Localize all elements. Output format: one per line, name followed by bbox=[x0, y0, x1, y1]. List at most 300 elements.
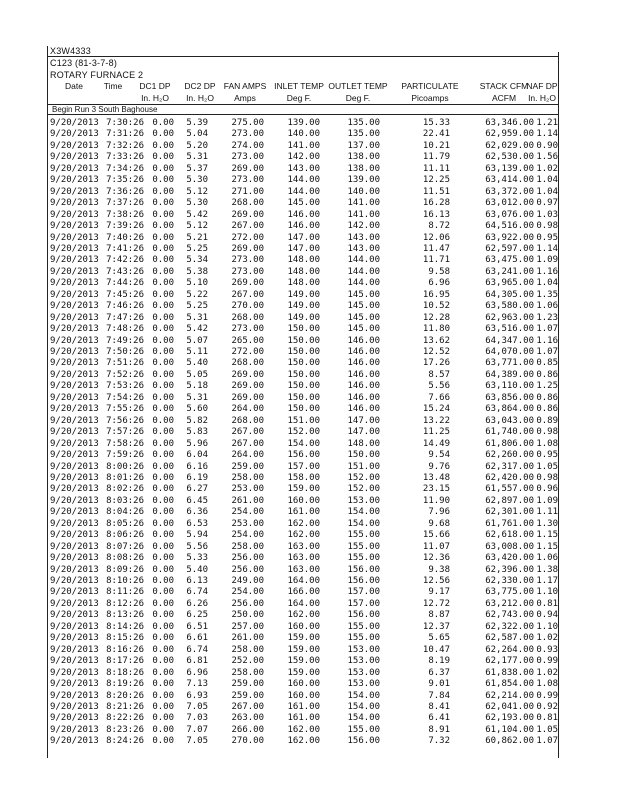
column-header: FAN AMPS bbox=[223, 81, 267, 91]
table-cell: 150.00 bbox=[347, 450, 380, 461]
table-cell: 8:22:26 bbox=[106, 713, 144, 724]
table-cell: 140.00 bbox=[287, 129, 320, 140]
table-cell: 0.81 bbox=[536, 713, 558, 724]
table-row bbox=[48, 598, 558, 610]
table-cell: 11.80 bbox=[422, 324, 450, 335]
table-cell: 9/20/2013 bbox=[50, 221, 99, 232]
table-cell: 0.95 bbox=[536, 232, 558, 243]
table-row bbox=[48, 266, 558, 278]
table-row bbox=[48, 712, 558, 724]
table-cell: 5.10 bbox=[186, 278, 208, 289]
table-cell: 9.17 bbox=[428, 587, 450, 598]
table-cell: 161.00 bbox=[287, 507, 320, 518]
table-row bbox=[48, 357, 558, 369]
table-cell: 7:44:26 bbox=[106, 278, 144, 289]
table-cell: 9/20/2013 bbox=[50, 301, 99, 312]
table-cell: 0.00 bbox=[152, 209, 174, 220]
table-cell: 11.07 bbox=[422, 541, 450, 552]
table-row bbox=[48, 724, 558, 736]
table-cell: 150.00 bbox=[287, 324, 320, 335]
table-cell: 261.00 bbox=[231, 495, 264, 506]
table-cell: 7.13 bbox=[186, 679, 208, 690]
table-cell: 9/20/2013 bbox=[50, 495, 99, 506]
table-cell: 266.00 bbox=[231, 724, 264, 735]
table-cell: 8:23:26 bbox=[106, 724, 144, 735]
table-cell: 1.30 bbox=[536, 518, 558, 529]
table-cell: 156.00 bbox=[347, 564, 380, 575]
table-cell: 7:48:26 bbox=[106, 324, 144, 335]
table-cell: 63,372.00 bbox=[485, 186, 534, 197]
table-cell: 63,864.00 bbox=[485, 404, 534, 415]
table-cell: 162.00 bbox=[287, 518, 320, 529]
table-cell: 146.00 bbox=[287, 221, 320, 232]
table-row bbox=[48, 449, 558, 461]
table-cell: 6.93 bbox=[186, 690, 208, 701]
table-cell: 5.22 bbox=[186, 289, 208, 300]
table-row bbox=[48, 735, 558, 747]
table-cell: 252.00 bbox=[231, 656, 264, 667]
table-cell: 8:14:26 bbox=[106, 621, 144, 632]
column-unit: In. H₂O bbox=[186, 93, 214, 103]
table-cell: 63,241.00 bbox=[485, 266, 534, 277]
table-cell: 152.00 bbox=[347, 472, 380, 483]
table-cell: 0.00 bbox=[152, 232, 174, 243]
table-cell: 5.34 bbox=[186, 255, 208, 266]
table-row bbox=[48, 232, 558, 244]
table-cell: 164.00 bbox=[287, 576, 320, 586]
table-cell: 0.97 bbox=[536, 198, 558, 209]
table-cell: 159.00 bbox=[287, 656, 320, 667]
table-cell: 62,587.00 bbox=[485, 633, 534, 644]
table-cell: 8:15:26 bbox=[106, 633, 144, 644]
table-cell: 61,838.00 bbox=[485, 667, 534, 678]
table-cell: 62,530.00 bbox=[485, 152, 534, 163]
table-cell: 0.00 bbox=[152, 564, 174, 575]
table-cell: 1.04 bbox=[536, 278, 558, 289]
table-cell: 5.04 bbox=[186, 129, 208, 140]
table-cell: 264.00 bbox=[231, 450, 264, 461]
table-cell: 9/20/2013 bbox=[50, 427, 99, 438]
table-cell: 145.00 bbox=[287, 198, 320, 209]
table-cell: 160.00 bbox=[287, 495, 320, 506]
table-cell: 152.00 bbox=[287, 427, 320, 438]
table-cell: 63,771.00 bbox=[485, 358, 534, 369]
table-cell: 157.00 bbox=[347, 587, 380, 598]
table-cell: 12.56 bbox=[422, 576, 450, 586]
table-cell: 153.00 bbox=[347, 495, 380, 506]
table-cell: 153.00 bbox=[347, 679, 380, 690]
table-cell: 5.31 bbox=[186, 392, 208, 403]
table-cell: 143.00 bbox=[347, 232, 380, 243]
table-cell: 10.21 bbox=[422, 140, 450, 151]
table-cell: 0.00 bbox=[152, 186, 174, 197]
table-cell: 63,856.00 bbox=[485, 392, 534, 403]
table-cell: 146.00 bbox=[347, 358, 380, 369]
table-cell: 275.00 bbox=[231, 118, 264, 128]
table-cell: 9/20/2013 bbox=[50, 289, 99, 300]
table-cell: 63,008.00 bbox=[485, 541, 534, 552]
table-cell: 1.11 bbox=[536, 507, 558, 518]
table-cell: 148.00 bbox=[287, 278, 320, 289]
table-row bbox=[48, 392, 558, 404]
table-cell: 0.00 bbox=[152, 495, 174, 506]
table-cell: 7:42:26 bbox=[106, 255, 144, 266]
table-cell: 9/20/2013 bbox=[50, 266, 99, 277]
table-cell: 5.18 bbox=[186, 381, 208, 392]
table-cell: 63,212.00 bbox=[485, 598, 534, 609]
table-cell: 0.00 bbox=[152, 438, 174, 449]
table-cell: 8:11:26 bbox=[106, 587, 144, 598]
table-cell: 0.00 bbox=[152, 404, 174, 415]
table-cell: 143.00 bbox=[347, 243, 380, 254]
table-cell: 6.51 bbox=[186, 621, 208, 632]
table-cell: 0.00 bbox=[152, 530, 174, 541]
table-row bbox=[48, 197, 558, 209]
table-cell: 5.21 bbox=[186, 232, 208, 243]
table-cell: 9/20/2013 bbox=[50, 118, 99, 128]
table-cell: 0.00 bbox=[152, 140, 174, 151]
table-cell: 162.00 bbox=[287, 610, 320, 621]
table-cell: 0.89 bbox=[536, 415, 558, 426]
table-cell: 0.00 bbox=[152, 369, 174, 380]
table-cell: 147.00 bbox=[347, 427, 380, 438]
table-cell: 5.42 bbox=[186, 324, 208, 335]
table-cell: 9/20/2013 bbox=[50, 564, 99, 575]
table-cell: 1.23 bbox=[536, 312, 558, 323]
table-cell: 23.15 bbox=[422, 484, 450, 495]
table-cell: 9/20/2013 bbox=[50, 679, 99, 690]
table-cell: 9.68 bbox=[428, 518, 450, 529]
table-cell: 9/20/2013 bbox=[50, 541, 99, 552]
table-row bbox=[48, 690, 558, 702]
table-cell: 7:47:26 bbox=[106, 312, 144, 323]
doc-title: ROTARY FURNACE 2 bbox=[50, 70, 144, 80]
table-cell: 0.00 bbox=[152, 278, 174, 289]
table-cell: 62,897.00 bbox=[485, 495, 534, 506]
table-cell: 1.06 bbox=[536, 553, 558, 564]
table-cell: 158.00 bbox=[287, 472, 320, 483]
table-row bbox=[48, 277, 558, 289]
table-cell: 146.00 bbox=[347, 335, 380, 346]
table-cell: 0.86 bbox=[536, 392, 558, 403]
table-cell: 0.00 bbox=[152, 518, 174, 529]
table-row bbox=[48, 117, 558, 129]
column-header: INLET TEMP bbox=[274, 81, 324, 91]
table-cell: 0.00 bbox=[152, 347, 174, 357]
table-cell: 63,139.00 bbox=[485, 163, 534, 174]
table-cell: 8:20:26 bbox=[106, 690, 144, 701]
table-cell: 12.06 bbox=[422, 232, 450, 243]
table-cell: 6.27 bbox=[186, 484, 208, 495]
table-cell: 62,177.00 bbox=[485, 656, 534, 667]
table-cell: 5.25 bbox=[186, 243, 208, 254]
table-cell: 7:37:26 bbox=[106, 198, 144, 209]
table-cell: 64,389.00 bbox=[485, 369, 534, 380]
table-cell: 9/20/2013 bbox=[50, 404, 99, 415]
table-cell: 64,347.00 bbox=[485, 335, 534, 346]
table-cell: 9/20/2013 bbox=[50, 656, 99, 667]
table-cell: 5.56 bbox=[186, 541, 208, 552]
table-row bbox=[48, 529, 558, 541]
table-cell: 0.00 bbox=[152, 621, 174, 632]
table-cell: 163.00 bbox=[287, 553, 320, 564]
table-cell: 264.00 bbox=[231, 404, 264, 415]
table-row bbox=[48, 243, 558, 255]
table-row bbox=[48, 380, 558, 392]
table-cell: 150.00 bbox=[287, 347, 320, 357]
table-cell: 62,214.00 bbox=[485, 690, 534, 701]
table-cell: 7.03 bbox=[186, 713, 208, 724]
table-cell: 16.13 bbox=[422, 209, 450, 220]
table-cell: 8:24:26 bbox=[106, 736, 144, 747]
table-cell: 143.00 bbox=[287, 163, 320, 174]
table-cell: 269.00 bbox=[231, 243, 264, 254]
table-cell: 269.00 bbox=[231, 381, 264, 392]
table-cell: 8:07:26 bbox=[106, 541, 144, 552]
table-cell: 8:05:26 bbox=[106, 518, 144, 529]
table-cell: 63,775.00 bbox=[485, 587, 534, 598]
table-row bbox=[48, 369, 558, 381]
table-cell: 6.16 bbox=[186, 461, 208, 472]
table-cell: 10.52 bbox=[422, 301, 450, 312]
table-cell: 155.00 bbox=[347, 724, 380, 735]
table-cell: 257.00 bbox=[231, 621, 264, 632]
column-unit: Deg F. bbox=[286, 93, 312, 103]
table-cell: 1.07 bbox=[536, 324, 558, 335]
table-cell: 273.00 bbox=[231, 152, 264, 163]
table-cell: 250.00 bbox=[231, 610, 264, 621]
table-cell: 0.00 bbox=[152, 198, 174, 209]
table-cell: 6.41 bbox=[428, 713, 450, 724]
table-cell: 5.82 bbox=[186, 415, 208, 426]
table-cell: 9/20/2013 bbox=[50, 392, 99, 403]
table-row bbox=[48, 472, 558, 484]
table-cell: 1.03 bbox=[536, 209, 558, 220]
table-cell: 0.00 bbox=[152, 289, 174, 300]
table-cell: 258.00 bbox=[231, 644, 264, 655]
table-cell: 153.00 bbox=[347, 667, 380, 678]
table-cell: 6.81 bbox=[186, 656, 208, 667]
table-cell: 1.25 bbox=[536, 381, 558, 392]
table-row bbox=[48, 220, 558, 232]
table-cell: 146.00 bbox=[347, 381, 380, 392]
table-cell: 8:09:26 bbox=[106, 564, 144, 575]
table-cell: 270.00 bbox=[231, 301, 264, 312]
table-cell: 12.28 bbox=[422, 312, 450, 323]
table-cell: 63,012.00 bbox=[485, 198, 534, 209]
table-cell: 0.00 bbox=[152, 312, 174, 323]
table-cell: 6.45 bbox=[186, 495, 208, 506]
table-cell: 64,516.00 bbox=[485, 221, 534, 232]
table-cell: 63,475.00 bbox=[485, 255, 534, 266]
table-cell: 7:57:26 bbox=[106, 427, 144, 438]
table-cell: 9/20/2013 bbox=[50, 633, 99, 644]
table-cell: 5.94 bbox=[186, 530, 208, 541]
table-cell: 161.00 bbox=[287, 701, 320, 712]
table-cell: 0.00 bbox=[152, 598, 174, 609]
table-cell: 0.86 bbox=[536, 404, 558, 415]
table-cell: 150.00 bbox=[287, 358, 320, 369]
table-cell: 166.00 bbox=[287, 587, 320, 598]
table-cell: 272.00 bbox=[231, 232, 264, 243]
right-border bbox=[558, 52, 559, 758]
table-cell: 0.00 bbox=[152, 713, 174, 724]
table-cell: 61,761.00 bbox=[485, 518, 534, 529]
table-cell: 157.00 bbox=[287, 461, 320, 472]
table-cell: 62,597.00 bbox=[485, 243, 534, 254]
table-row bbox=[48, 483, 558, 495]
table-cell: 5.60 bbox=[186, 404, 208, 415]
table-cell: 154.00 bbox=[287, 438, 320, 449]
table-cell: 0.00 bbox=[152, 450, 174, 461]
table-cell: 254.00 bbox=[231, 507, 264, 518]
table-cell: 273.00 bbox=[231, 324, 264, 335]
table-cell: 6.26 bbox=[186, 598, 208, 609]
table-cell: 142.00 bbox=[347, 221, 380, 232]
table-cell: 135.00 bbox=[347, 118, 380, 128]
column-unit: Amps bbox=[234, 93, 256, 103]
table-cell: 1.05 bbox=[536, 724, 558, 735]
table-cell: 9/20/2013 bbox=[50, 278, 99, 289]
table-cell: 9/20/2013 bbox=[50, 335, 99, 346]
table-cell: 155.00 bbox=[347, 541, 380, 552]
table-cell: 9/20/2013 bbox=[50, 438, 99, 449]
table-cell: 149.00 bbox=[287, 312, 320, 323]
doc-id: X3W4333 bbox=[50, 46, 91, 56]
table-cell: 9/20/2013 bbox=[50, 610, 99, 621]
table-row bbox=[48, 300, 558, 312]
table-cell: 146.00 bbox=[347, 347, 380, 357]
table-row bbox=[48, 655, 558, 667]
table-cell: 154.00 bbox=[347, 507, 380, 518]
table-cell: 154.00 bbox=[347, 713, 380, 724]
table-cell: 8:17:26 bbox=[106, 656, 144, 667]
table-cell: 63,580.00 bbox=[485, 301, 534, 312]
table-cell: 0.99 bbox=[536, 690, 558, 701]
table-cell: 7.32 bbox=[428, 736, 450, 747]
table-cell: 0.81 bbox=[536, 598, 558, 609]
table-cell: 0.00 bbox=[152, 255, 174, 266]
table-cell: 5.05 bbox=[186, 369, 208, 380]
column-header: NAF DP bbox=[526, 81, 558, 91]
table-cell: 7.66 bbox=[428, 392, 450, 403]
table-cell: 138.00 bbox=[347, 152, 380, 163]
table-cell: 13.62 bbox=[422, 335, 450, 346]
table-cell: 0.00 bbox=[152, 163, 174, 174]
table-cell: 259.00 bbox=[231, 461, 264, 472]
table-cell: 151.00 bbox=[347, 461, 380, 472]
table-cell: 161.00 bbox=[287, 713, 320, 724]
table-cell: 11.47 bbox=[422, 243, 450, 254]
table-cell: 7:43:26 bbox=[106, 266, 144, 277]
table-cell: 140.00 bbox=[347, 186, 380, 197]
table-cell: 268.00 bbox=[231, 358, 264, 369]
table-row bbox=[48, 621, 558, 633]
table-cell: 148.00 bbox=[287, 266, 320, 277]
table-cell: 5.37 bbox=[186, 163, 208, 174]
table-row bbox=[48, 609, 558, 621]
table-cell: 0.86 bbox=[536, 369, 558, 380]
table-cell: 62,959.00 bbox=[485, 129, 534, 140]
table-cell: 15.24 bbox=[422, 404, 450, 415]
table-cell: 150.00 bbox=[287, 381, 320, 392]
table-cell: 60,862.00 bbox=[485, 736, 534, 747]
table-cell: 7:59:26 bbox=[106, 450, 144, 461]
table-cell: 7:32:26 bbox=[106, 140, 144, 151]
table-cell: 63,076.00 bbox=[485, 209, 534, 220]
table-cell: 152.00 bbox=[347, 484, 380, 495]
table-cell: 156.00 bbox=[347, 736, 380, 747]
table-cell: 9.54 bbox=[428, 450, 450, 461]
table-cell: 0.92 bbox=[536, 701, 558, 712]
table-cell: 62,963.00 bbox=[485, 312, 534, 323]
table-cell: 254.00 bbox=[231, 530, 264, 541]
table-cell: 1.06 bbox=[536, 301, 558, 312]
table-cell: 146.00 bbox=[287, 209, 320, 220]
table-cell: 5.31 bbox=[186, 152, 208, 163]
table-cell: 149.00 bbox=[287, 289, 320, 300]
table-cell: 154.00 bbox=[347, 701, 380, 712]
column-header: DC2 DP bbox=[184, 81, 216, 91]
table-cell: 62,618.00 bbox=[485, 530, 534, 541]
table-cell: 8:06:26 bbox=[106, 530, 144, 541]
table-cell: 62,301.00 bbox=[485, 507, 534, 518]
table-cell: 1.02 bbox=[536, 633, 558, 644]
table-cell: 9/20/2013 bbox=[50, 576, 99, 586]
table-cell: 11.71 bbox=[422, 255, 450, 266]
table-cell: 0.00 bbox=[152, 415, 174, 426]
column-header: STACK CFM bbox=[479, 81, 529, 91]
table-cell: 63,043.00 bbox=[485, 415, 534, 426]
table-cell: 1.05 bbox=[536, 461, 558, 472]
table-cell: 62,041.00 bbox=[485, 701, 534, 712]
table-cell: 13.48 bbox=[422, 472, 450, 483]
table-cell: 0.00 bbox=[152, 301, 174, 312]
table-cell: 5.12 bbox=[186, 221, 208, 232]
table-cell: 7.05 bbox=[186, 701, 208, 712]
table-cell: 1.14 bbox=[536, 243, 558, 254]
table-cell: 61,104.00 bbox=[485, 724, 534, 735]
table-cell: 8.91 bbox=[428, 724, 450, 735]
column-unit: In. H₂O bbox=[141, 93, 169, 103]
table-cell: 61,740.00 bbox=[485, 427, 534, 438]
table-cell: 0.00 bbox=[152, 633, 174, 644]
table-cell: 0.00 bbox=[152, 221, 174, 232]
table-cell: 61,557.00 bbox=[485, 484, 534, 495]
table-cell: 147.00 bbox=[287, 232, 320, 243]
table-row bbox=[48, 174, 558, 186]
table-cell: 63,414.00 bbox=[485, 175, 534, 186]
table-cell: 261.00 bbox=[231, 633, 264, 644]
table-cell: 5.30 bbox=[186, 198, 208, 209]
table-cell: 267.00 bbox=[231, 221, 264, 232]
table-cell: 0.98 bbox=[536, 427, 558, 438]
table-cell: 269.00 bbox=[231, 369, 264, 380]
table-cell: 259.00 bbox=[231, 679, 264, 690]
table-cell: 1.07 bbox=[536, 736, 558, 747]
table-cell: 61,806.00 bbox=[485, 438, 534, 449]
table-cell: 154.00 bbox=[347, 690, 380, 701]
table-cell: 1.09 bbox=[536, 255, 558, 266]
table-cell: 8:18:26 bbox=[106, 667, 144, 678]
table-cell: 61,854.00 bbox=[485, 679, 534, 690]
table-cell: 63,110.00 bbox=[485, 381, 534, 392]
table-row bbox=[48, 438, 558, 450]
table-cell: 6.13 bbox=[186, 576, 208, 586]
table-cell: 16.95 bbox=[422, 289, 450, 300]
table-cell: 0.00 bbox=[152, 507, 174, 518]
column-unit: In. H₂O bbox=[528, 93, 556, 103]
